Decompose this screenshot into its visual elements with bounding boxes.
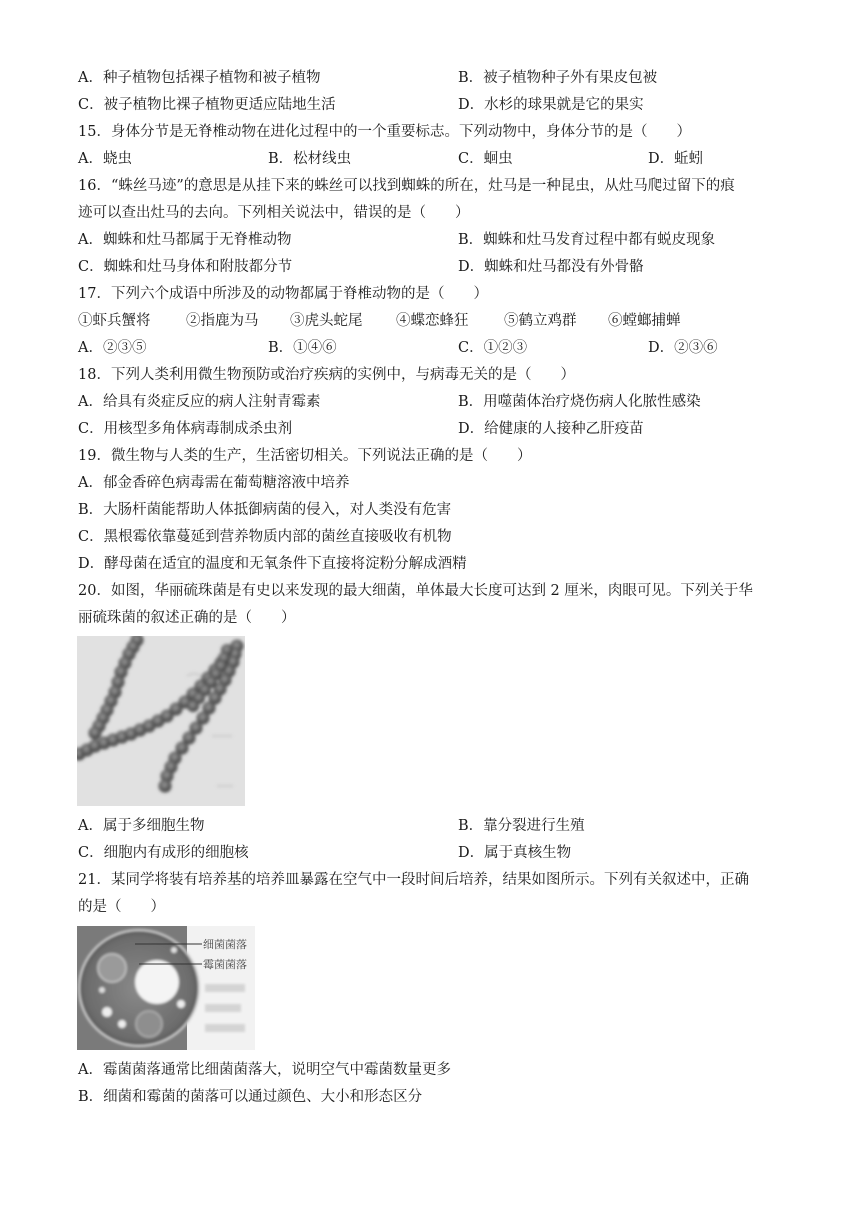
q16-option-c[interactable]: C．蜘蛛和灶马身体和附肢都分节 [78, 259, 293, 275]
q19-option-b[interactable]: B．大肠杆菌能帮助人体抵御病菌的侵入，对人类没有危害 [78, 502, 452, 518]
q14-option-c[interactable]: C．被子植物比裸子植物更适应陆地生活 [78, 97, 336, 113]
q19-stem: 19．微生物与人类的生产，生活密切相关。下列说法正确的是（ ） [78, 448, 532, 464]
q17-option-c[interactable]: C．①②③ [458, 340, 528, 356]
q20-option-b[interactable]: B．靠分裂进行生殖 [458, 818, 585, 834]
q15-option-b[interactable]: B．松材线虫 [268, 151, 352, 167]
label-mold-colony: 霉菌菌落 [203, 958, 247, 971]
q21-stem-line1: 21．某同学将装有培养基的培养皿暴露在空气中一段时间后培养，结果如图所示。下列有关叙述中，正确 [78, 872, 749, 888]
q15-option-c[interactable]: C．蛔虫 [458, 151, 513, 167]
q17-option-d[interactable]: D．②③⑥ [648, 340, 718, 356]
q18-option-d[interactable]: D．给健康的人接种乙肝疫苗 [458, 421, 644, 437]
q20-option-d[interactable]: D．属于真核生物 [458, 845, 572, 861]
mold-colony [135, 960, 179, 1004]
q21-option-b[interactable]: B．细菌和霉菌的菌落可以通过颜色、大小和形态区分 [78, 1089, 423, 1105]
q19-option-d[interactable]: D．酵母菌在适宜的温度和无氧条件下直接将淀粉分解成酒精 [78, 556, 467, 572]
q17-stem: 17．下列六个成语中所涉及的动物都属于脊椎动物的是（ ） [78, 286, 488, 302]
q17-idiom-1: ①虾兵蟹将 [78, 313, 151, 329]
label-bacteria-colony: 细菌菌落 [203, 938, 247, 951]
q17-idiom-2: ②指鹿为马 [186, 313, 259, 329]
q21-stem-line2: 的是（ ） [78, 899, 165, 915]
q16-option-b[interactable]: B．蜘蛛和灶马发育过程中都有蜕皮现象 [458, 232, 716, 248]
q17-idiom-5: ⑤鹤立鸡群 [504, 313, 577, 329]
q14-option-a[interactable]: A．种子植物包括裸子植物和被子植物 [78, 70, 321, 86]
q18-option-b[interactable]: B．用噬菌体治疗烧伤病人化脓性感染 [458, 394, 701, 410]
q17-idiom-4: ④蝶恋蜂狂 [396, 313, 469, 329]
q15-option-a[interactable]: A．蛲虫 [78, 151, 132, 167]
q16-stem-line2: 迹可以查出灶马的去向。下列相关说法中，错误的是（ ） [78, 205, 470, 221]
q14-option-d[interactable]: D．水杉的球果就是它的果实 [458, 97, 644, 113]
q15-stem: 15．身体分节是无脊椎动物在进化过程中的一个重要标志。下列动物中，身体分节的是（ ） [78, 124, 691, 140]
petri-dish-figure [77, 926, 255, 1050]
bacteria-chain-figure [77, 636, 245, 806]
q16-stem-line1: 16．“蛛丝马迹”的意思是从挂下来的蛛丝可以找到蜘蛛的所在，灶马是一种昆虫，从灶马爬过留下的痕 [78, 178, 735, 194]
q20-stem-line1: 20．如图，华丽硫珠菌是有史以来发现的最大细菌，单体最大长度可达到 2 厘米，肉眼可见。下列关于华 [78, 583, 753, 599]
q19-option-a[interactable]: A．郁金香碎色病毒需在葡萄糖溶液中培养 [78, 475, 350, 491]
q17-option-a[interactable]: A．②③⑤ [78, 340, 147, 356]
q17-idiom-3: ③虎头蛇尾 [290, 313, 363, 329]
q17-option-b[interactable]: B．①④⑥ [268, 340, 337, 356]
q21-option-a[interactable]: A．霉菌菌落通常比细菌菌落大，说明空气中霉菌数量更多 [78, 1062, 451, 1078]
q14-option-b[interactable]: B．被子植物种子外有果皮包被 [458, 70, 658, 86]
q20-stem-line2: 丽硫珠菌的叙述正确的是（ ） [78, 610, 296, 626]
q20-option-c[interactable]: C．细胞内有成形的细胞核 [78, 845, 249, 861]
q16-option-d[interactable]: D．蜘蛛和灶马都没有外骨骼 [458, 259, 644, 275]
q15-option-d[interactable]: D．蚯蚓 [648, 151, 704, 167]
q19-option-c[interactable]: C．黑根霉依靠蔓延到营养物质内部的菌丝直接吸收有机物 [78, 529, 452, 545]
q20-option-a[interactable]: A．属于多细胞生物 [78, 818, 205, 834]
q18-option-a[interactable]: A．给具有炎症反应的病人注射青霉素 [78, 394, 321, 410]
q18-stem: 18．下列人类利用微生物预防或治疗疾病的实例中，与病毒无关的是（ ） [78, 367, 575, 383]
q18-option-c[interactable]: C．用核型多角体病毒制成杀虫剂 [78, 421, 293, 437]
q17-idiom-6: ⑥螳螂捕蝉 [608, 313, 681, 329]
q16-option-a[interactable]: A．蜘蛛和灶马都属于无脊椎动物 [78, 232, 292, 248]
